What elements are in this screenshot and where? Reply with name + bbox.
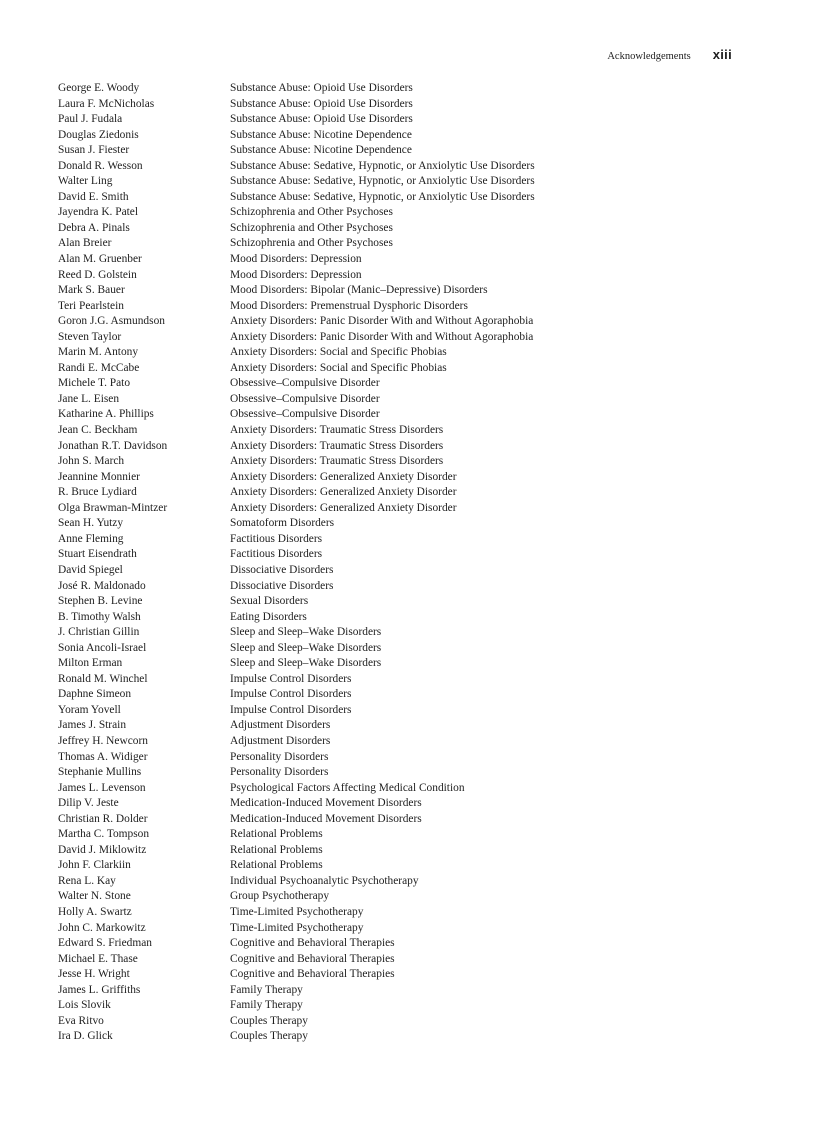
contributor-topic: Anxiety Disorders: Panic Disorder With and Without Agoraphobia [230, 315, 534, 328]
contributor-topic: Personality Disorders [230, 750, 329, 763]
contributor-row [58, 112, 758, 128]
contributor-topic: Anxiety Disorders: Generalized Anxiety Disorder [230, 486, 457, 499]
contributor-topic: Medication-Induced Movement Disorders [230, 797, 422, 810]
contributor-name: James L. Griffiths [58, 983, 141, 996]
contributor-topic: Adjustment Disorders [230, 734, 331, 747]
contributor-topic: Substance Abuse: Sedative, Hypnotic, or Anxiolytic Use Disorders [230, 175, 535, 188]
contributor-row [58, 998, 758, 1014]
contributor-row [58, 221, 758, 237]
contributor-name: Walter N. Stone [58, 890, 131, 903]
contributor-topic: Sleep and Sleep–Wake Disorders [230, 626, 382, 639]
contributor-name: David Spiegel [58, 563, 123, 576]
contributor-name: Martha C. Tompson [58, 828, 150, 841]
contributor-row [58, 936, 758, 952]
contributor-row [58, 190, 758, 206]
contributor-topic: Substance Abuse: Nicotine Dependence [230, 144, 412, 157]
contributor-name: Jeffrey H. Newcorn [58, 734, 148, 747]
contributor-name: Milton Erman [58, 657, 123, 670]
contributor-row [58, 594, 758, 610]
contributor-row [58, 314, 758, 330]
contributor-name: Michele T. Pato [58, 377, 131, 390]
contributor-topic: Sexual Disorders [230, 595, 309, 608]
contributor-row [58, 796, 758, 812]
contributor-topic: Cognitive and Behavioral Therapies [230, 937, 395, 950]
contributor-row [58, 687, 758, 703]
contributor-row [58, 532, 758, 548]
contributor-row [58, 1014, 758, 1030]
contributor-topic: Anxiety Disorders: Generalized Anxiety Disorder [230, 470, 457, 483]
contributor-row [58, 268, 758, 284]
contributor-topic: Anxiety Disorders: Social and Specific Phobias [230, 346, 447, 359]
contributor-name: Anne Fleming [58, 532, 124, 545]
contributor-row [58, 843, 758, 859]
contributor-topic: Substance Abuse: Opioid Use Disorders [230, 97, 413, 110]
contributor-topic: Anxiety Disorders: Traumatic Stress Disorders [230, 424, 444, 437]
contributor-row [58, 516, 758, 532]
contributor-topic: Cognitive and Behavioral Therapies [230, 952, 395, 965]
contributor-topic: Substance Abuse: Sedative, Hypnotic, or Anxiolytic Use Disorders [230, 159, 535, 172]
contributor-row [58, 983, 758, 999]
contributor-name: John S. March [58, 455, 125, 468]
contributor-topic: Eating Disorders [230, 610, 307, 623]
contributor-name: Susan J. Fiester [58, 144, 130, 157]
contributor-name: Dilip V. Jeste [58, 797, 119, 810]
contributor-row [58, 563, 758, 579]
contributor-topic: Individual Psychoanalytic Psychotherapy [230, 874, 419, 887]
contributor-row [58, 1029, 758, 1045]
contributor-row [58, 330, 758, 346]
contributor-row [58, 361, 758, 377]
contributor-row [58, 439, 758, 455]
contributor-row [58, 392, 758, 408]
contributor-row [58, 750, 758, 766]
contributor-name: Teri Pearlstein [58, 299, 124, 312]
contributor-row [58, 921, 758, 937]
contributor-name: Jonathan R.T. Davidson [58, 439, 168, 452]
contributor-topic: Anxiety Disorders: Traumatic Stress Disorders [230, 455, 444, 468]
contributor-name: Holly A. Swartz [58, 905, 132, 918]
contributor-topic: Anxiety Disorders: Traumatic Stress Disorders [230, 439, 444, 452]
contributor-name: James L. Levenson [58, 781, 146, 794]
contributor-topic: Family Therapy [230, 983, 303, 996]
contributor-name: Jane L. Eisen [58, 392, 120, 405]
contributor-topic: Time-Limited Psychotherapy [230, 905, 364, 918]
contributor-name: Jean C. Beckham [58, 424, 138, 437]
contributor-name: Stephen B. Levine [58, 595, 143, 608]
contributor-row [58, 703, 758, 719]
contributor-topic: Relational Problems [230, 859, 323, 872]
contributor-topic: Schizophrenia and Other Psychoses [230, 221, 393, 234]
contributor-name: Paul J. Fudala [58, 113, 123, 126]
contributor-topic: Factitious Disorders [230, 532, 323, 545]
contributor-row [58, 252, 758, 268]
contributor-row [58, 470, 758, 486]
contributor-topic: Obsessive–Compulsive Disorder [230, 408, 380, 421]
page-header [607, 47, 732, 62]
contributor-topic: Dissociative Disorders [230, 579, 334, 592]
contributor-name: Ira D. Glick [58, 1030, 113, 1043]
contributor-topic: Substance Abuse: Opioid Use Disorders [230, 82, 413, 94]
contributor-topic: Schizophrenia and Other Psychoses [230, 237, 393, 250]
contributor-row [58, 641, 758, 657]
contributor-row [58, 407, 758, 423]
contributor-row [58, 579, 758, 595]
contributor-row [58, 781, 758, 797]
contributor-row [58, 889, 758, 905]
contributor-row [58, 376, 758, 392]
contributor-name: J. Christian Gillin [58, 626, 140, 639]
contributor-name: Rena L. Kay [58, 874, 116, 887]
contributor-topic: Anxiety Disorders: Generalized Anxiety Disorder [230, 501, 457, 514]
contributor-name: Jeannine Monnier [58, 470, 140, 483]
contributor-topic: Psychological Factors Affecting Medical Condition [230, 781, 465, 794]
contributor-row [58, 905, 758, 921]
contributor-name: John F. Clarkiin [58, 859, 131, 872]
contributor-topic: Personality Disorders [230, 766, 329, 779]
contributor-name: Goron J.G. Asmundson [58, 315, 165, 328]
contributor-name: José R. Maldonado [58, 579, 146, 592]
contributor-row [58, 547, 758, 563]
contributor-row [58, 423, 758, 439]
contributor-topic: Mood Disorders: Depression [230, 253, 362, 266]
contributor-row [58, 81, 758, 97]
contributor-topic: Factitious Disorders [230, 548, 323, 561]
contributor-row [58, 734, 758, 750]
contributor-name: Randi E. McCabe [58, 361, 140, 374]
contributor-name: Laura F. McNicholas [58, 97, 155, 110]
contributor-topic: Anxiety Disorders: Panic Disorder With and Without Agoraphobia [230, 330, 534, 343]
contributor-topic: Obsessive–Compulsive Disorder [230, 377, 380, 390]
contributor-topic: Mood Disorders: Bipolar (Manic–Depressive) Disorders [230, 284, 488, 297]
contributor-name: Thomas A. Widiger [58, 750, 148, 763]
contributor-name: Reed D. Golstein [58, 268, 137, 281]
contributor-row [58, 128, 758, 144]
contributor-topic: Couples Therapy [230, 1014, 308, 1027]
contributor-name: Christian R. Dolder [58, 812, 148, 825]
contributor-name: Eva Ritvo [58, 1014, 104, 1027]
contributor-name: John C. Markowitz [58, 921, 146, 934]
contributor-topic: Mood Disorders: Depression [230, 268, 362, 281]
contributor-name: Michael E. Thase [58, 952, 138, 965]
contributor-name: Daphne Simeon [58, 688, 132, 701]
contributor-row [58, 299, 758, 315]
contributor-topic: Impulse Control Disorders [230, 688, 352, 701]
contributor-name: Alan M. Gruenber [58, 253, 142, 266]
contributor-topic: Relational Problems [230, 828, 323, 841]
contributor-row [58, 205, 758, 221]
contributor-name: Ronald M. Winchel [58, 672, 148, 685]
contributor-name: James J. Strain [58, 719, 127, 732]
contributor-topic: Sleep and Sleep–Wake Disorders [230, 657, 382, 670]
contributor-name: David E. Smith [58, 190, 129, 203]
contributor-row [58, 97, 758, 113]
contributor-row [58, 967, 758, 983]
contributor-name: Olga Brawman-Mintzer [58, 501, 168, 514]
contributor-name: Walter Ling [58, 175, 113, 188]
contributor-row [58, 718, 758, 734]
contributor-list [58, 81, 758, 1045]
contributor-topic: Anxiety Disorders: Social and Specific Phobias [230, 361, 447, 374]
contributor-topic: Time-Limited Psychotherapy [230, 921, 364, 934]
contributor-topic: Cognitive and Behavioral Therapies [230, 968, 395, 981]
contributor-topic: Couples Therapy [230, 1030, 308, 1043]
contributor-name: Stuart Eisendrath [58, 548, 137, 561]
contributor-row [58, 874, 758, 890]
contributor-name: Yoram Yovell [58, 703, 121, 716]
running-head: Acknowledgements [607, 51, 691, 62]
contributor-name: David J. Miklowitz [58, 843, 147, 856]
contributor-topic: Mood Disorders: Premenstrual Dysphoric Disorders [230, 299, 468, 312]
contributor-topic: Relational Problems [230, 843, 323, 856]
contributor-topic: Dissociative Disorders [230, 563, 334, 576]
contributor-name: Marin M. Antony [58, 346, 139, 359]
contributor-topic: Impulse Control Disorders [230, 672, 352, 685]
contributor-row [58, 827, 758, 843]
contributor-name: Sean H. Yutzy [58, 517, 124, 530]
contributor-name: George E. Woody [58, 82, 140, 94]
contributor-row [58, 858, 758, 874]
contributor-row [58, 159, 758, 175]
page-number: xiii [712, 47, 732, 62]
contributor-topic: Group Psychotherapy [230, 890, 330, 903]
contributor-name: Jayendra K. Patel [58, 206, 139, 219]
contributor-topic: Obsessive–Compulsive Disorder [230, 392, 380, 405]
contributor-topic: Medication-Induced Movement Disorders [230, 812, 422, 825]
contributor-name: Edward S. Friedman [58, 937, 152, 950]
contributor-row [58, 345, 758, 361]
contributor-topic: Impulse Control Disorders [230, 703, 352, 716]
contributor-name: R. Bruce Lydiard [58, 486, 137, 499]
contributor-topic: Substance Abuse: Opioid Use Disorders [230, 113, 413, 126]
contributor-row [58, 952, 758, 968]
contributor-row [58, 765, 758, 781]
contributor-row [58, 501, 758, 517]
contributor-row [58, 454, 758, 470]
contributor-topic: Substance Abuse: Nicotine Dependence [230, 128, 412, 141]
contributor-name: B. Timothy Walsh [58, 610, 141, 623]
contributor-name: Douglas Ziedonis [58, 128, 139, 141]
contributor-row [58, 143, 758, 159]
contributor-name: Jesse H. Wright [58, 968, 130, 981]
contributor-name: Stephanie Mullins [58, 766, 142, 779]
contributor-row [58, 610, 758, 626]
contributor-row [58, 672, 758, 688]
contributor-row [58, 236, 758, 252]
contributor-name: Katharine A. Phillips [58, 408, 154, 421]
contributor-name: Alan Breier [58, 237, 112, 250]
contributor-name: Sonia Ancoli-Israel [58, 641, 147, 654]
contributor-name: Mark S. Bauer [58, 284, 125, 297]
contributor-name: Debra A. Pinals [58, 221, 130, 234]
contributor-topic: Substance Abuse: Sedative, Hypnotic, or Anxiolytic Use Disorders [230, 190, 535, 203]
contributor-name: Lois Slovik [58, 999, 111, 1012]
contributor-topic: Somatoform Disorders [230, 517, 335, 530]
contributor-topic: Adjustment Disorders [230, 719, 331, 732]
contributor-row [58, 174, 758, 190]
contributor-row [58, 656, 758, 672]
contributor-topic: Schizophrenia and Other Psychoses [230, 206, 393, 219]
contributor-name: Steven Taylor [58, 330, 122, 343]
contributor-row [58, 812, 758, 828]
contributor-row [58, 283, 758, 299]
contributor-topic: Sleep and Sleep–Wake Disorders [230, 641, 382, 654]
contributor-topic: Family Therapy [230, 999, 303, 1012]
contributor-row [58, 625, 758, 641]
contributor-name: Donald R. Wesson [58, 159, 143, 172]
contributor-row [58, 485, 758, 501]
